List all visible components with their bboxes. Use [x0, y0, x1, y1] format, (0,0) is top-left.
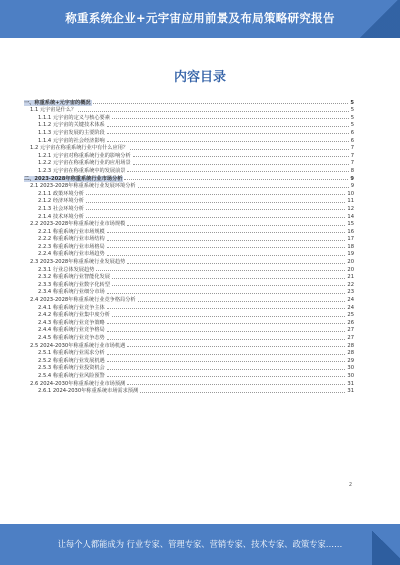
footer-slogan: 让每个人都能成为 行业专家、管理专家、营销专家、技术专家、政策专家……	[57, 539, 343, 549]
toc-entry[interactable]	[24, 113, 354, 121]
toc-entry-title: 1.2.3 元宇宙在称重系统中的发展前景	[38, 167, 126, 174]
toc-entry-page: 6	[350, 137, 354, 144]
toc-entry[interactable]	[24, 98, 354, 106]
toc-entry-title: 1.1.3 元宇宙发展的主要阶段	[38, 129, 105, 136]
toc-entry-page: 26	[347, 319, 354, 326]
toc-entry-title: 2.4.2 称重系统行业集中度分析	[38, 312, 110, 319]
toc-leader-dots	[138, 187, 349, 188]
toc-entry[interactable]	[24, 356, 354, 364]
toc-entry-title: 2.3.2 称重系统行业智能化发展	[38, 274, 110, 281]
toc-entry-page: 22	[347, 281, 354, 288]
toc-entry-title: 2.4.1 称重系统行业竞争主体	[38, 304, 105, 311]
toc-entry[interactable]	[24, 220, 354, 228]
toc-entry-page: 15	[347, 221, 354, 228]
toc-entry-page: 31	[347, 380, 354, 387]
toc-entry-title: 1.2 元宇宙在称重系统行业中有什么应用？	[30, 145, 129, 152]
toc-leader-dots	[133, 156, 349, 157]
toc-entry-page: 5	[350, 114, 354, 121]
toc-entry-page: 24	[347, 304, 354, 311]
toc-entry-page: 9	[350, 175, 354, 182]
toc-entry-title: 2.3.1 行业总体发展趋势	[38, 266, 95, 273]
toc-leader-dots	[112, 316, 345, 317]
toc-entry[interactable]	[24, 166, 354, 174]
toc-entry[interactable]	[24, 364, 354, 372]
toc-leader-dots	[86, 217, 345, 218]
toc-entry-title: 2.2.3 称重系统行业市场格局	[38, 243, 105, 250]
toc-entry-title: 1.1.1 元宇宙的定义与核心要素	[38, 114, 110, 121]
toc-leader-dots	[127, 384, 345, 385]
toc-entry[interactable]	[24, 204, 354, 212]
toc-entry-page: 6	[350, 129, 354, 136]
toc-entry[interactable]	[24, 121, 354, 129]
toc-leader-dots	[112, 278, 345, 279]
toc-leader-dots	[107, 126, 349, 127]
footer-corner-decoration	[372, 524, 400, 565]
toc-entry-page: 10	[347, 190, 354, 197]
toc-entry[interactable]	[24, 280, 354, 288]
toc-entry-page: 28	[347, 350, 354, 357]
toc-leader-dots	[107, 141, 349, 142]
toc-leader-dots	[107, 232, 346, 233]
toc-entry-title: 1.1 元宇宙是什么？	[30, 107, 77, 114]
toc-entry-title: 2.2.4 称重系统行业市场趋势	[38, 251, 105, 258]
toc-entry[interactable]	[24, 349, 354, 357]
toc-entry-page: 5	[350, 122, 354, 129]
toc-leader-dots	[107, 308, 346, 309]
toc-leader-dots	[138, 301, 346, 302]
header-corner-decoration	[358, 0, 400, 38]
toc-entry-title: 2.3 2023-2028年称重系统行业发展趋势	[30, 259, 126, 266]
toc-leader-dots	[86, 202, 345, 203]
toc-entry[interactable]	[24, 212, 354, 220]
toc-entry-title: 2.4.5 称重系统行业竞争态势	[38, 335, 105, 341]
toc-entry-title: 1.2.2 元宇宙在称重系统行业的应用场景	[38, 160, 131, 167]
toc-entry[interactable]	[24, 257, 354, 265]
toc-entry-page: 25	[347, 312, 354, 319]
toc-leader-dots	[78, 111, 348, 112]
toc-leader-dots	[130, 149, 349, 150]
toc-entry-title: 1.2.1 元宇宙对称重系统行业的影响分析	[38, 152, 131, 159]
toc-heading: 内容目录	[173, 70, 226, 85]
toc-entry[interactable]	[24, 197, 354, 205]
toc-leader-dots	[107, 240, 346, 241]
toc-entry[interactable]	[24, 144, 354, 152]
toc-entry-title: 1.1.2 元宇宙的关键技术体系	[38, 122, 105, 129]
toc-entry[interactable]	[24, 250, 354, 258]
toc-entry[interactable]	[24, 182, 354, 190]
toc-entry-title: 2.4.3 称重系统行业竞争策略	[38, 319, 105, 326]
toc-entry-page: 23	[347, 289, 354, 296]
toc-leader-dots	[107, 247, 346, 248]
toc-entry-page: 18	[347, 243, 354, 250]
toc-entry-title: 2.6 2024-2030年称重系统行业市场预测	[30, 380, 126, 387]
toc-leader-dots	[127, 346, 345, 347]
toc-leader-dots	[107, 331, 346, 332]
toc-entry-page: 7	[350, 145, 354, 152]
toc-entry-page: 5	[350, 107, 354, 114]
toc-leader-dots	[107, 361, 346, 362]
toc-entry-page: 7	[350, 160, 354, 167]
toc-entry-title: 2.3.3 称重系统行业数字化转型	[38, 281, 110, 288]
toc-entry-title: 2.2.1 称重系统行业市场规模	[38, 228, 105, 235]
toc-leader-dots	[127, 263, 345, 264]
toc-entry[interactable]	[24, 333, 354, 341]
toc-entry-title: 2.5.4 称重系统行业风险预警	[38, 372, 105, 379]
page-footer-band	[0, 524, 400, 565]
toc-entry[interactable]	[24, 326, 354, 334]
toc-entry-title: 2.5.1 称重系统行业需求分析	[38, 350, 105, 357]
toc-entry-page: 8	[350, 167, 354, 174]
toc-entry-page: 11	[347, 198, 354, 205]
toc-entry-page: 21	[347, 274, 354, 281]
toc-entry-title: 2.5 2024-2030年称重系统行业市场机遇	[30, 342, 126, 349]
toc-entry-title: 2.6.1 2024-2030年称重系统市场需求预测	[38, 388, 139, 395]
toc-entry[interactable]	[24, 235, 354, 243]
toc-entry-page: 27	[347, 335, 354, 341]
toc-leader-dots	[112, 118, 349, 119]
toc-entry-page: 14	[347, 213, 354, 220]
toc-entry[interactable]	[24, 265, 354, 273]
toc-entry[interactable]	[24, 303, 354, 311]
toc-entry-title: 2.1.1 政策环境分析	[38, 190, 84, 197]
toc-entry-title: 2.1 2023-2028年称重系统行业发展环境分析	[30, 183, 136, 190]
toc-entry-title: 2.1.2 经济环境分析	[38, 198, 84, 205]
toc-leader-dots	[140, 392, 345, 393]
toc-entry-title: 二、2023-2028年称重系统行业市场分析	[24, 175, 123, 182]
toc-leader-dots	[107, 376, 346, 377]
toc-entry-title: 2.5.3 称重系统行业投资机会	[38, 365, 105, 372]
toc-entry-title: 一、称重系统+元宇宙的概况	[24, 99, 91, 106]
table-of-contents	[24, 98, 354, 394]
toc-entry-title: 2.3.4 称重系统行业细分市场	[38, 289, 105, 296]
toc-entry-page: 31	[347, 388, 354, 395]
toc-leader-dots	[96, 270, 345, 271]
toc-leader-dots	[127, 171, 348, 172]
toc-entry[interactable]	[24, 189, 354, 197]
toc-entry[interactable]	[24, 159, 354, 167]
toc-leader-dots	[107, 293, 346, 294]
toc-entry-title: 2.1.4 技术环境分析	[38, 213, 84, 220]
toc-entry-page: 7	[350, 152, 354, 159]
toc-entry[interactable]	[24, 273, 354, 281]
toc-entry-page: 5	[350, 99, 354, 106]
page-number: 2	[348, 482, 352, 488]
toc-entry-page: 30	[347, 365, 354, 372]
toc-leader-dots	[112, 285, 345, 286]
toc-entry-page: 9	[350, 183, 354, 190]
toc-entry-page: 24	[347, 297, 354, 304]
toc-entry-title: 2.4 2023-2028年称重系统行业竞争格局分析	[30, 297, 136, 304]
toc-entry-page: 30	[347, 372, 354, 379]
toc-entry-page: 17	[347, 236, 354, 243]
toc-leader-dots	[124, 179, 348, 180]
toc-entry-title: 2.2 2023-2028年称重系统行业市场规模	[30, 221, 126, 228]
toc-entry-page: 20	[347, 266, 354, 273]
toc-leader-dots	[127, 225, 345, 226]
toc-entry[interactable]	[24, 295, 354, 303]
toc-entry-page: 20	[347, 259, 354, 266]
toc-entry-page: 28	[347, 342, 354, 349]
toc-entry[interactable]	[24, 379, 354, 387]
toc-entry-page: 27	[347, 327, 354, 334]
toc-entry-page: 16	[347, 228, 354, 235]
toc-leader-dots	[107, 133, 349, 134]
toc-leader-dots	[107, 339, 346, 340]
toc-entry-title: 2.5.2 称重系统行业发展机遇	[38, 357, 105, 364]
toc-leader-dots	[86, 194, 345, 195]
toc-leader-dots	[133, 164, 349, 165]
toc-entry[interactable]	[24, 311, 354, 319]
toc-entry-title: 2.1.3 社会环境分析	[38, 205, 84, 212]
toc-entry[interactable]	[24, 318, 354, 326]
toc-entry-title: 1.1.4 元宇宙的社会经济影响	[38, 137, 105, 144]
toc-entry[interactable]	[24, 371, 354, 379]
toc-entry[interactable]	[24, 387, 354, 395]
toc-entry[interactable]	[24, 151, 354, 159]
toc-leader-dots	[107, 255, 346, 256]
toc-entry-title: 2.2.2 称重系统行业市场结构	[38, 236, 105, 243]
toc-leader-dots	[107, 369, 346, 370]
toc-entry-page: 12	[347, 205, 354, 212]
toc-entry[interactable]	[24, 136, 354, 144]
toc-entry[interactable]	[24, 341, 354, 349]
toc-leader-dots	[86, 209, 345, 210]
toc-entry[interactable]	[24, 242, 354, 250]
toc-entry[interactable]	[24, 128, 354, 136]
toc-entry[interactable]	[24, 288, 354, 296]
toc-entry[interactable]	[24, 106, 354, 114]
toc-leader-dots	[107, 323, 346, 324]
toc-entry[interactable]	[24, 174, 354, 182]
toc-leader-dots	[107, 354, 346, 355]
toc-entry-page: 29	[347, 357, 354, 364]
page-header-band	[0, 0, 400, 38]
toc-entry-page: 19	[347, 251, 354, 258]
toc-leader-dots	[93, 103, 349, 104]
toc-entry-title: 2.4.4 称重系统行业竞争格局	[38, 327, 105, 334]
report-title: 称重系统企业+元宇宙应用前景及布局策略研究报告	[65, 11, 335, 25]
toc-entry[interactable]	[24, 227, 354, 235]
